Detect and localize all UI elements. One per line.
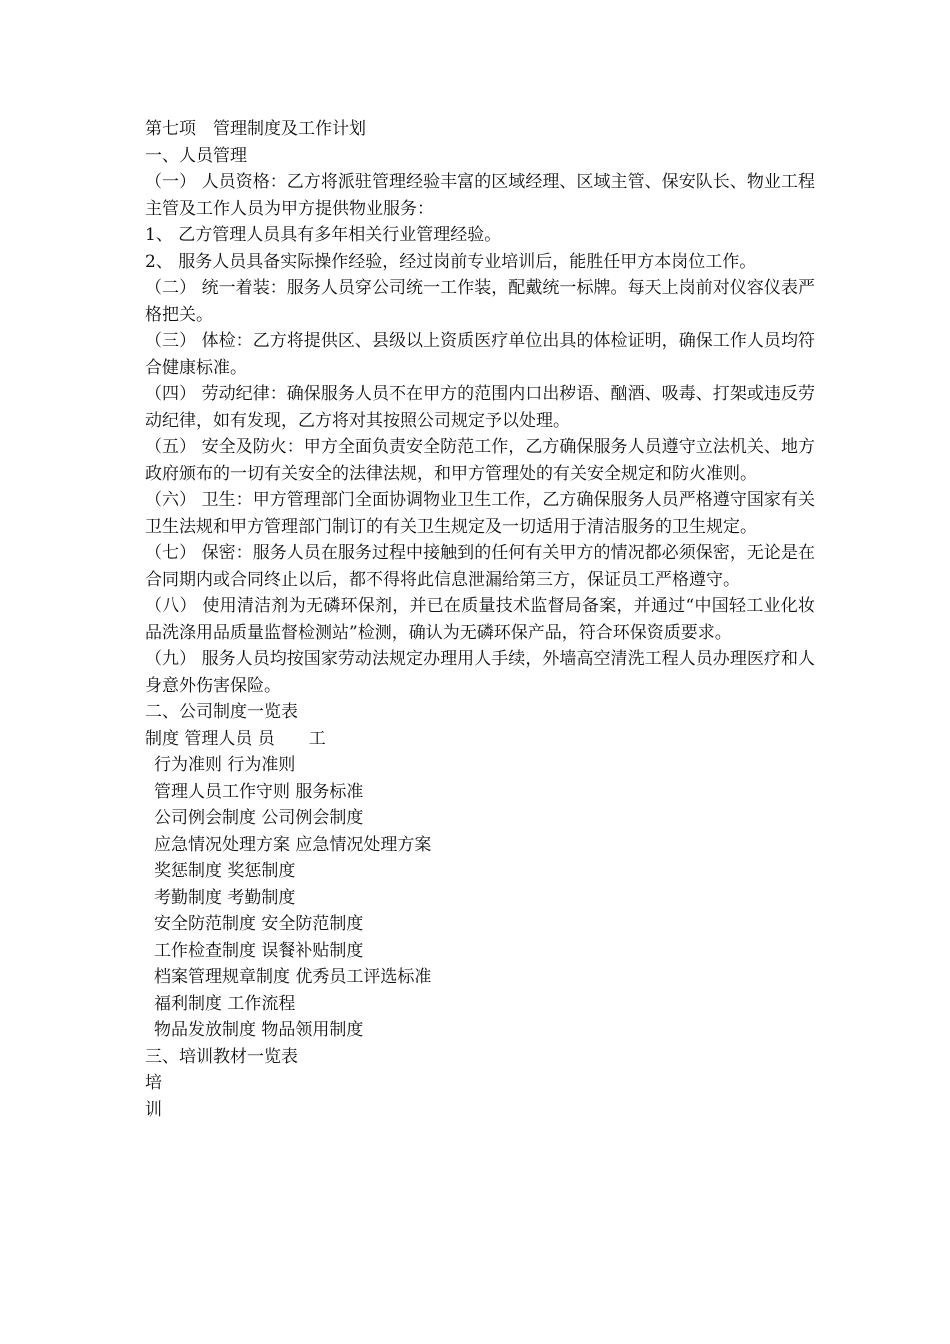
section-title: 第七项 管理制度及工作计划 (145, 119, 366, 139)
rules-table-row: 公司例会制度 公司例会制度 (154, 808, 364, 828)
paragraph-item-2: 2、 服务人员具备实际操作经验，经过岗前专业培训后，能胜任甲方本岗位工作。 (145, 251, 757, 272)
rules-table-row: 行为准则 行为准则 (154, 755, 296, 775)
rules-table-row: 安全防范制度 安全防范制度 (154, 914, 364, 934)
rules-table-row: 工作检查制度 误餐补贴制度 (154, 940, 364, 961)
paragraph-uniform: （二） 统一着装：服务人员穿公司统一工作装，配戴统一标牌。每天上岗前对仪容仪表严格把关。 (145, 278, 815, 325)
paragraph-cleaning-agent: （八） 使用清洁剂为无磷环保剂，并已在质量技术监督局备案，并通过“中国轻工业化妆品洗涤用品质量监督检测站”检测，确认为无磷环保产品，符合环保资质要求。 (145, 596, 815, 643)
paragraph-safety-fire: （五） 安全及防火：甲方全面负责安全防范工作，乙方确保服务人员遵守立法机关、地方政府颁布的一切有关安全的法律法规，和甲方管理处的有关安全规定和防火准则。 (145, 437, 815, 484)
paragraph-insurance: （九） 服务人员均按国家劳动法规定办理用人手续，外墙高空清洗工程人员办理医疗和人身意外伤害保险。 (145, 649, 815, 696)
paragraph-qualification: （一） 人员资格：乙方将派驻管理经验丰富的区域经理、区域主管、保安队长、物业工程主管及工作人员为甲方提供物业服务： (145, 172, 815, 219)
rules-table-row: 档案管理规章制度 优秀员工评选标准 (154, 967, 432, 987)
paragraph-confidentiality: （七） 保密：服务人员在服务过程中接触到的任何有关甲方的情况都必须保密，无论是在合同期内或合同终止以后，都不得将此信息泄漏给第三方，保证员工严格遵守。 (145, 543, 815, 590)
paragraph-hygiene: （六） 卫生：甲方管理部门全面协调物业卫生工作，乙方确保服务人员严格遵守国家有关卫生法规和甲方管理部门制订的有关卫生规定及一切适用于清洁服务的卫生规定。 (145, 490, 815, 537)
training-table-cell: 培 (145, 1073, 162, 1093)
paragraph-labor-discipline: （四） 劳动纪律：确保服务人员不在甲方的范围内口出秽语、酗酒、吸毒、打架或违反劳动纪律，如有发现，乙方将对其按照公司规定予以处理。 (145, 384, 815, 431)
training-table-cell: 训 (145, 1099, 162, 1120)
rules-table-row: 奖惩制度 奖惩制度 (154, 861, 296, 881)
heading-personnel-management: 一、人员管理 (145, 145, 247, 166)
rules-table-row: 物品发放制度 物品领用制度 (154, 1020, 364, 1040)
paragraph-item-1: 1、 乙方管理人员具有多年相关行业管理经验。 (145, 225, 502, 245)
document-body (145, 116, 815, 1123)
rules-table-row: 考勤制度 考勤制度 (154, 887, 296, 908)
rules-table-row: 应急情况处理方案 应急情况处理方案 (154, 834, 432, 855)
rules-table-row: 福利制度 工作流程 (154, 993, 296, 1014)
heading-training-materials: 三、培训教材一览表 (145, 1046, 298, 1067)
paragraph-health-check: （三） 体检：乙方将提供区、县级以上资质医疗单位出具的体检证明，确保工作人员均符合健康标准。 (145, 331, 815, 378)
rules-table-row: 管理人员工作守则 服务标准 (154, 781, 364, 802)
heading-company-rules: 二、公司制度一览表 (145, 702, 298, 722)
rules-table-header: 制度 管理人员 员 工 (145, 728, 326, 749)
